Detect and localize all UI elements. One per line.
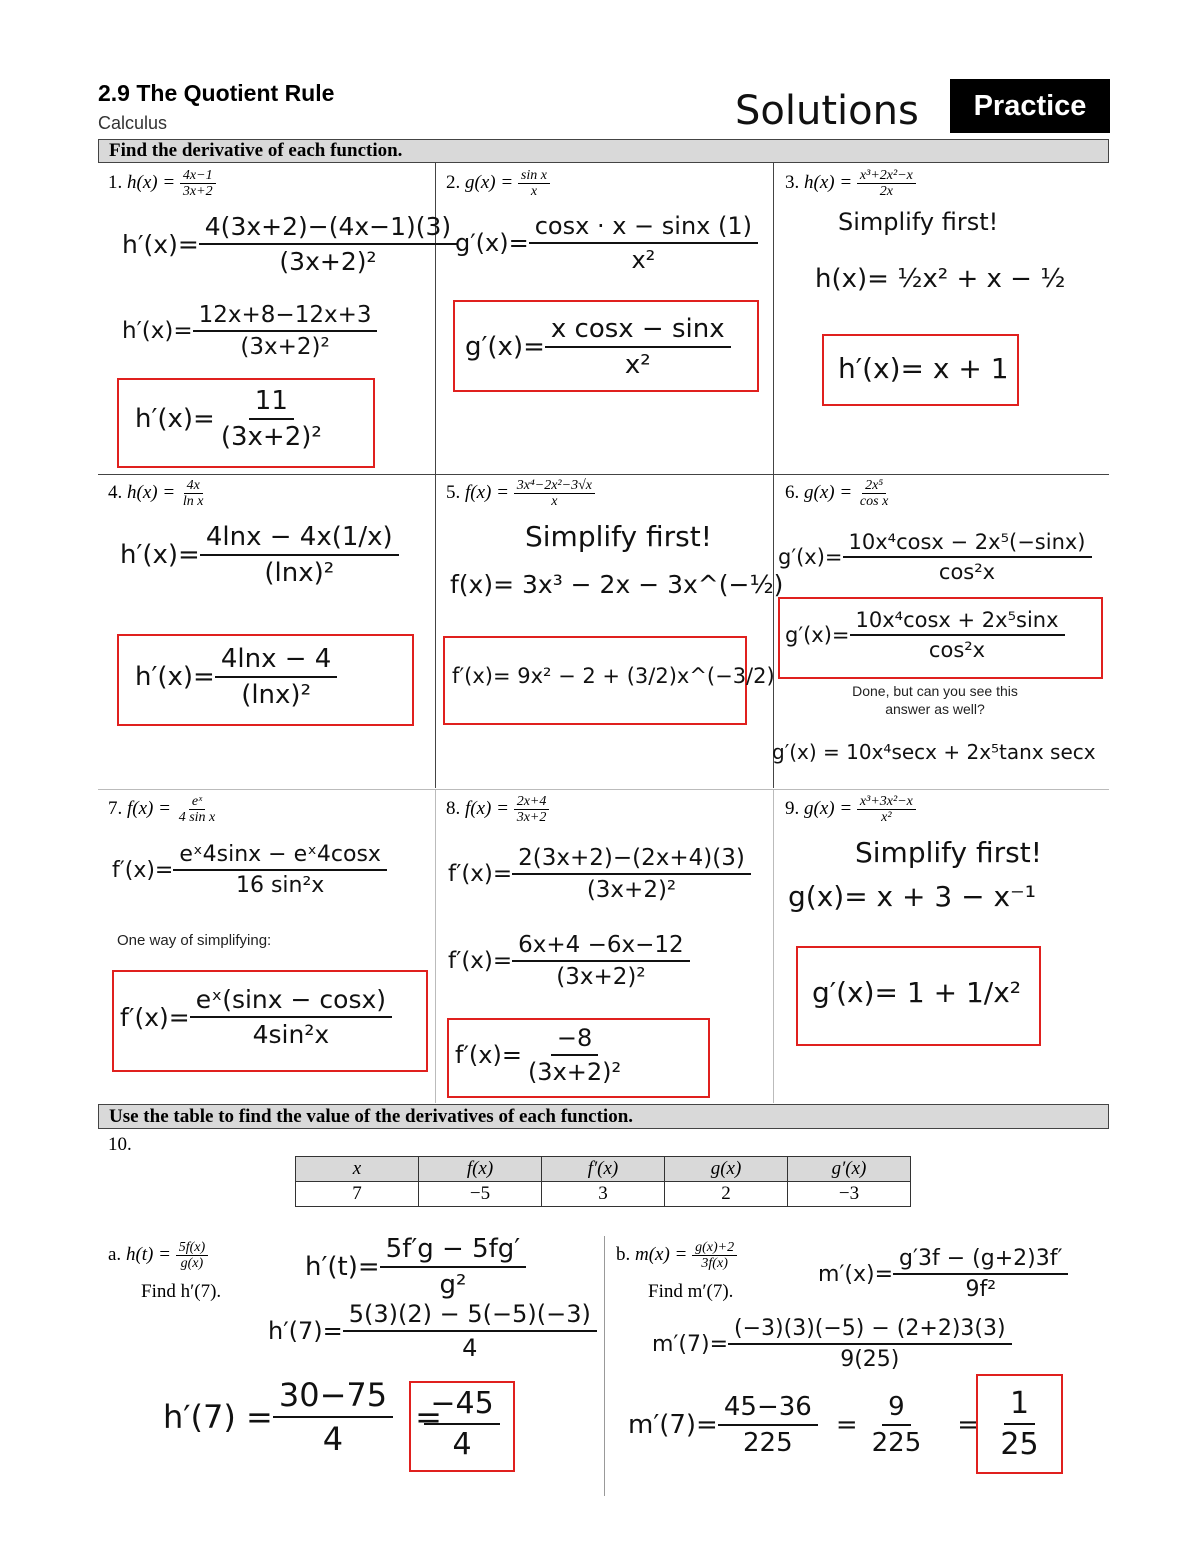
- problem-6-step-1: g′(x)= $\frac{\text{10x⁴cosx − 2x⁵(−sinx)}}{\text{cos²x}}$: [778, 530, 1092, 584]
- problem-3-statement: 3. h(x) = $\frac{\text{x³+2x²−x}}{2x}$: [785, 168, 916, 199]
- problem-5-note: Simplify first!: [525, 520, 712, 553]
- problem-2-answer: g′(x)= $\frac{\text{x cosx − sinx}}{\text{x²}}$: [465, 314, 731, 380]
- section-instruction: Use the table to find the value of the derivatives of each function.: [109, 1106, 634, 1127]
- problem-6-comment: Done, but can you see this answer as well?: [852, 683, 1018, 717]
- problem-7-answer: f′(x)= $\frac{\text{eˣ(sinx − cosx)}}{\text{4sin²x}}$: [120, 985, 392, 1049]
- problem-6-alternate: g′(x) = 10x⁴secx + 2x⁵tanx secx: [772, 740, 1096, 764]
- section-instruction: Find the derivative of each function.: [109, 140, 403, 161]
- page-subtitle: Calculus: [98, 113, 168, 133]
- problem-3-simplified: h(x)= ½x² + x − ½: [815, 264, 1066, 294]
- problem-1-step-1: h′(x)= $\frac{4(3x+2)-(4x-1)(3)}{\text{(3x+2)²}}$: [122, 212, 457, 276]
- part-a-step-1: h′(t)= $\frac{5f'g - 5fg'}{\text{g²}}$: [305, 1234, 526, 1300]
- grid-line: [435, 790, 436, 1103]
- problem-3-answer: h′(x)= x + 1: [838, 352, 1009, 385]
- problem-8-answer: f′(x)= $\frac{-8}{\text{(3x+2)²}}$: [455, 1024, 622, 1086]
- problem-8-statement: 8. f(x) = $\frac{2x+4}{3x+2}$: [446, 794, 549, 825]
- problem-8-step-1: f′(x)= $\frac{2(3x+2)-(2x+4)(3)}{\text{(3x+2)²}}$: [448, 845, 751, 903]
- problem-10-label: 10.: [108, 1134, 132, 1155]
- problem-5-answer: f′(x)= 9x² − 2 + (3/2)x^(−3/2): [452, 664, 775, 688]
- table-row: [296, 1182, 911, 1207]
- practice-label: Practice: [973, 89, 1087, 122]
- problem-9-statement: 9. g(x) = $\frac{\text{x³+3x²−x}}{\text{x²}}$: [785, 794, 916, 825]
- part-a-step-2: h′(7)= $\frac{5(3)(2) - 5(-5)(-3)}{4}$: [268, 1300, 597, 1362]
- part-divider: [604, 1236, 605, 1496]
- problem-2-step-1: g′(x)= $\frac{\cos x \cdot x - \sin x (1)}{\text{x²}}$: [455, 212, 758, 274]
- problem-1-answer: h′(x)= $\frac{11}{\text{(3x+2)²}}$: [135, 386, 322, 452]
- part-b-find: Find m′(7).: [648, 1281, 734, 1302]
- problem-1-statement: 1. h(x) = $\frac{4x-1}{3x+2}$: [108, 168, 216, 199]
- grid-line: [773, 163, 774, 788]
- table-cell: −3: [788, 1182, 911, 1207]
- values-table: [295, 1156, 911, 1207]
- problem-2-statement: 2. g(x) = $\frac{\text{sin x}}{x}$: [446, 168, 550, 199]
- section-instruction-bar: [98, 1104, 1109, 1129]
- problem-6-answer: g′(x)= $\frac{\text{10x⁴cosx + 2x⁵sinx}}{\text{cos²x}}$: [785, 608, 1065, 662]
- table-header-cell: f′(x): [542, 1157, 665, 1182]
- grid-line: [98, 789, 1109, 790]
- problem-6-statement: 6. g(x) = $\frac{\text{2x⁵}}{\text{cos x}}$: [785, 478, 889, 509]
- problem-9-simplified: g(x)= x + 3 − x⁻¹: [788, 880, 1037, 913]
- part-b-step-1: m′(x)= $\frac{g'3f - (g+2)3f'}{\text{9f²}}$: [818, 1246, 1068, 1302]
- part-a-find: Find h′(7).: [141, 1281, 222, 1302]
- table-cell: 2: [665, 1182, 788, 1207]
- part-b-answer: $\frac{1}{25}$: [1000, 1386, 1039, 1462]
- practice-badge: [950, 79, 1110, 133]
- solutions-label: Solutions: [735, 88, 919, 134]
- grid-line: [773, 790, 774, 1103]
- table-header-cell: g′(x): [788, 1157, 911, 1182]
- problem-3-note: Simplify first!: [838, 208, 999, 236]
- part-a-answer: $\frac{-45}{4}$: [412, 1386, 512, 1462]
- table-header-cell: x: [296, 1157, 419, 1182]
- problem-7-statement: 7. f(x) = $\frac{\text{eˣ}}{\text{4 sin x}}$: [108, 794, 216, 825]
- problem-7-comment: One way of simplifying:: [117, 932, 272, 949]
- table-header-cell: f(x): [419, 1157, 542, 1182]
- part-a-step-3: h′(7) = $\frac{30-75}{4}$ =: [163, 1376, 442, 1458]
- part-a-statement: a. h(t) = $\frac{5f(x)}{g(x)}$: [108, 1240, 208, 1271]
- problem-5-statement: 5. f(x) = $\frac{\text{3x⁴−2x²−3√x}}{x}$: [446, 478, 595, 509]
- page-title: 2.9 The Quotient Rule: [98, 80, 335, 106]
- table-cell: −5: [419, 1182, 542, 1207]
- part-b-statement: b. m(x) = $\frac{g(x)+2}{3f(x)}$: [616, 1240, 737, 1271]
- problem-7-step-1: f′(x)= $\frac{\text{eˣ4sinx − eˣ4cosx}}{\text{16 sin²x}}$: [112, 842, 387, 898]
- problem-9-answer: g′(x)= 1 + 1/x²: [812, 976, 1022, 1009]
- problem-8-step-2: f′(x)= $\frac{6x+4 -6x-12}{\text{(3x+2)²}}$: [448, 932, 690, 990]
- section-instruction-bar: [98, 139, 1109, 163]
- part-b-step-2: m′(7)= $\frac{(-3)(3)(-5) - (2+2)3(3)}{9(25)}$: [652, 1316, 1012, 1372]
- table-header-cell: g(x): [665, 1157, 788, 1182]
- table-cell: 3: [542, 1182, 665, 1207]
- problem-4-statement: 4. h(x) = $\frac{4x}{\text{ln x}}$: [108, 478, 204, 509]
- table-cell: 7: [296, 1182, 419, 1207]
- part-b-step-3: m′(7)= $\frac{45-36}{225}$ = $\frac{9}{225}$ =: [628, 1392, 980, 1458]
- problem-9-note: Simplify first!: [855, 836, 1042, 869]
- problem-4-step-1: h′(x)= $\frac{4\ln x - 4x(1/x)}{\text{(lnx)²}}$: [120, 522, 399, 588]
- table-header-row: [296, 1157, 911, 1182]
- problem-4-answer: h′(x)= $\frac{4\ln x - 4}{\text{(lnx)²}}$: [135, 644, 337, 710]
- problem-5-simplified: f(x)= 3x³ − 2x − 3x^(−½): [450, 570, 784, 599]
- problem-1-step-2: h′(x)= $\frac{12x+8-12x+3}{\text{(3x+2)²}}$: [122, 302, 377, 360]
- grid-line: [98, 474, 1109, 475]
